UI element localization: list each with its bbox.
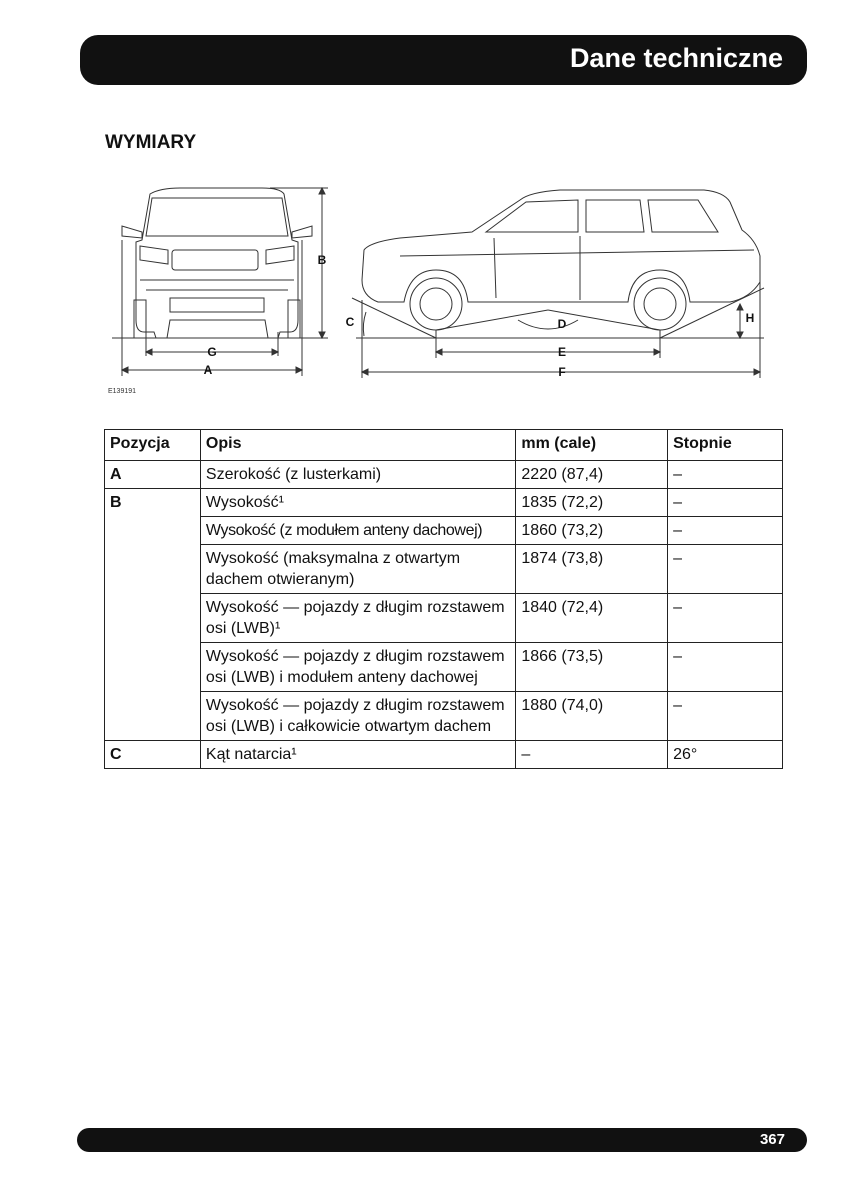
figure-code: E139191 — [108, 388, 137, 395]
vehicle-diagram — [100, 180, 780, 400]
mm-cell: 1880 (74,0) — [516, 692, 668, 741]
column-header-description: Opis — [200, 430, 515, 461]
section-title: WYMIARY — [105, 132, 197, 153]
description-cell: Wysokość (z modułem anteny dachowej) — [200, 517, 515, 545]
description-cell: Wysokość¹ — [200, 489, 515, 517]
table-row — [105, 692, 783, 741]
table-row — [105, 517, 783, 545]
position-cell: A — [105, 461, 201, 489]
position-cell: C — [105, 741, 201, 769]
degrees-cell: – — [668, 545, 783, 594]
page-number: 367 — [759, 1131, 785, 1148]
degrees-cell: – — [668, 643, 783, 692]
table-row — [105, 545, 783, 594]
degrees-cell: – — [668, 692, 783, 741]
mm-cell: – — [516, 741, 668, 769]
table-row — [105, 461, 783, 489]
table-row — [105, 741, 783, 769]
degrees-cell: – — [668, 489, 783, 517]
column-header-degrees: Stopnie — [668, 430, 783, 461]
table-header-row — [105, 430, 783, 461]
table-row — [105, 643, 783, 692]
description-cell: Wysokość (maksymalna z otwartym dachem otwieranym) — [200, 545, 515, 594]
mm-cell: 1840 (72,4) — [516, 594, 668, 643]
footer-bar — [77, 1128, 807, 1152]
mm-cell: 1866 (73,5) — [516, 643, 668, 692]
degrees-cell: – — [668, 461, 783, 489]
table-row — [105, 594, 783, 643]
label-a: A — [203, 363, 213, 377]
degrees-cell: – — [668, 517, 783, 545]
header-bar — [80, 35, 807, 85]
table-row — [105, 489, 783, 517]
label-b: B — [317, 253, 327, 267]
label-d: D — [557, 317, 567, 331]
column-header-position: Pozycja — [105, 430, 201, 461]
page-title: Dane techniczne — [569, 43, 783, 73]
mm-cell: 2220 (87,4) — [516, 461, 668, 489]
degrees-cell: – — [668, 594, 783, 643]
label-g: G — [207, 345, 217, 359]
description-cell: Wysokość — pojazdy z długim rozstawem osi (LWB) i modułem anteny dachowej — [200, 643, 515, 692]
dimensions-figure — [100, 180, 780, 400]
label-c: C — [345, 315, 355, 329]
side-view-outline — [362, 190, 760, 302]
description-cell: Szerokość (z lusterkami) — [200, 461, 515, 489]
description-cell: Kąt natarcia¹ — [200, 741, 515, 769]
mm-cell: 1835 (72,2) — [516, 489, 668, 517]
mm-cell: 1874 (73,8) — [516, 545, 668, 594]
column-header-mm: mm (cale) — [516, 430, 668, 461]
description-cell: Wysokość — pojazdy z długim rozstawem osi (LWB)¹ — [200, 594, 515, 643]
description-cell: Wysokość — pojazdy z długim rozstawem osi (LWB) i całkowicie otwartym dachem — [200, 692, 515, 741]
label-e: E — [557, 345, 567, 359]
position-cell: B — [105, 489, 201, 741]
degrees-cell: 26° — [668, 741, 783, 769]
label-h: H — [745, 311, 755, 325]
mm-cell: 1860 (73,2) — [516, 517, 668, 545]
label-f: F — [558, 365, 566, 379]
dimensions-table — [104, 429, 783, 769]
